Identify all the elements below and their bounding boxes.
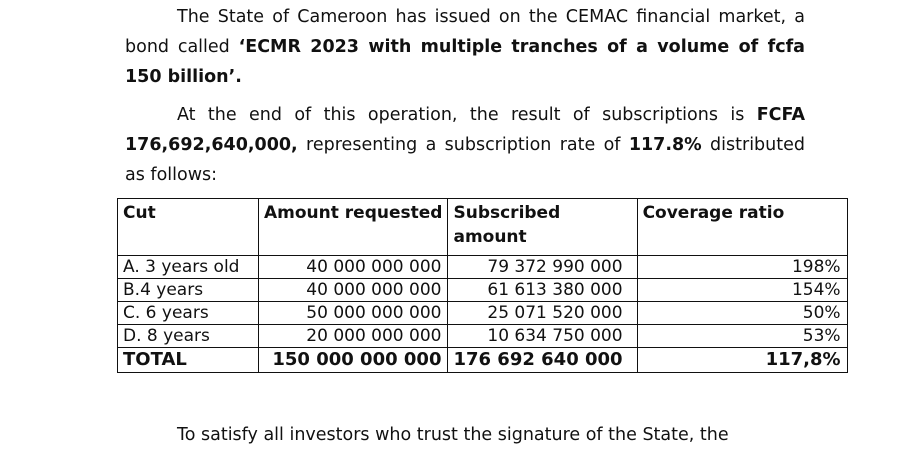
result-text-c: distributed as follows: [125, 135, 805, 185]
subscription-table [117, 198, 848, 373]
subscribed-cell: 61 613 380 000 [448, 279, 637, 302]
total-ratio: 117,8% [637, 348, 847, 373]
closing-paragraph [125, 420, 805, 450]
result-paragraph [125, 100, 805, 190]
total-subscribed: 176 692 640 000 [448, 348, 637, 373]
table-total-row [118, 348, 848, 373]
table-header-row [118, 199, 848, 256]
cut-cell: C. 6 years [118, 302, 259, 325]
requested-cell: 20 000 000 000 [259, 325, 448, 348]
table-row [118, 302, 848, 325]
ratio-cell: 198% [637, 256, 847, 279]
table-row [118, 256, 848, 279]
header-subscribed-amount: Subscribed amount [448, 199, 637, 256]
result-text-b: representing a subscription rate of [297, 135, 629, 155]
subscribed-cell: 10 634 750 000 [448, 325, 637, 348]
closing-text: To satisfy all investors who trust the signature of the State, the [177, 425, 729, 445]
subscribed-cell: 25 071 520 000 [448, 302, 637, 325]
intro-text: The State of Cameroon has issued on the CEMAC financial market, a bond called [125, 7, 805, 57]
subscribed-cell: 79 372 990 000 [448, 256, 637, 279]
bond-name: ‘ECMR 2023 with multiple tranches of a volume of fcfa 150 billion’. [125, 37, 805, 87]
header-cut: Cut [118, 199, 259, 256]
table-row [118, 325, 848, 348]
requested-cell: 50 000 000 000 [259, 302, 448, 325]
header-amount-requested: Amount requested [259, 199, 448, 256]
ratio-cell: 154% [637, 279, 847, 302]
header-coverage-ratio: Coverage ratio [637, 199, 847, 256]
total-requested: 150 000 000 000 [259, 348, 448, 373]
result-text-a: At the end of this operation, the result of subscriptions is [177, 105, 757, 125]
cut-cell: A. 3 years old [118, 256, 259, 279]
ratio-cell: 50% [637, 302, 847, 325]
ratio-cell: 53% [637, 325, 847, 348]
requested-cell: 40 000 000 000 [259, 256, 448, 279]
intro-paragraph [125, 2, 805, 92]
requested-cell: 40 000 000 000 [259, 279, 448, 302]
cut-cell: D. 8 years [118, 325, 259, 348]
total-label: TOTAL [118, 348, 259, 373]
cut-cell: B.4 years [118, 279, 259, 302]
table-row [118, 279, 848, 302]
subscription-rate: 117.8% [628, 135, 702, 155]
result-amount: FCFA 176,692,640,000, [125, 105, 805, 155]
